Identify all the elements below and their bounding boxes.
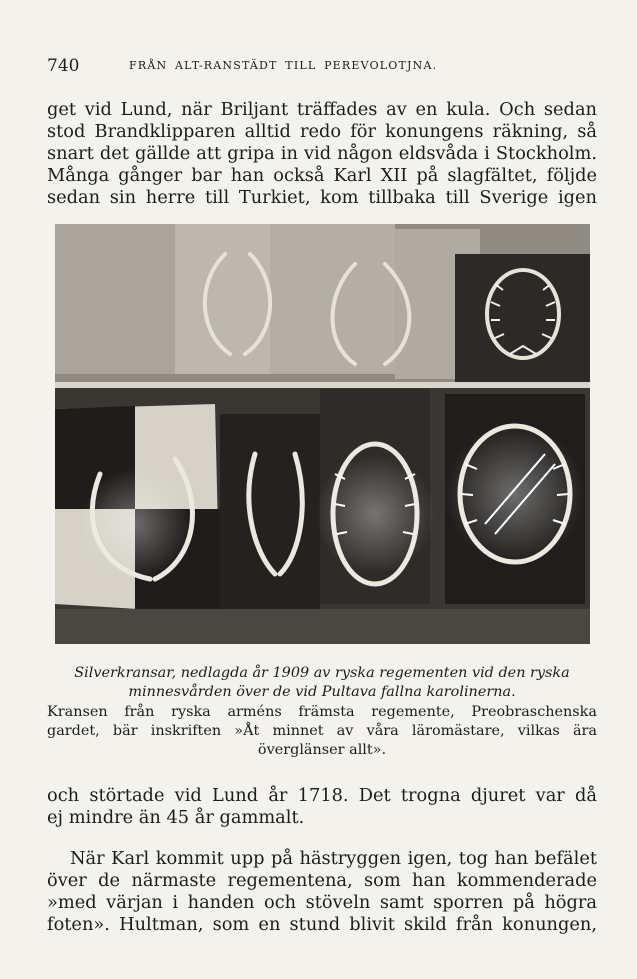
text-line: get vid Lund, när Briljant träffades av en kula. Och sedan [47,99,597,120]
page-header [47,56,597,78]
text-line: ej mindre än 45 år gammalt. [47,807,305,828]
text-line: »med värjan i handen och stöveln samt sporren på högra [47,892,597,913]
shelf-edge [55,382,590,388]
text-line: och störtade vid Lund år 1718. Det trogna djuret var då [47,785,597,806]
text-line: foten». Hultman, som en stund blivit skild från konungen, [47,914,597,935]
text-line: Många gånger bar han också Karl XII på slagfältet, följde [47,165,597,186]
upper-panel-left [55,224,175,374]
caption-line: Kransen från ryska arméns främsta regemente, Preobraschenska [47,704,597,720]
upper-dark-panel [455,254,590,384]
floor [55,609,590,644]
upper-panel [270,224,395,374]
caption-term: Silverkransar, [74,665,177,681]
running-title: FRÅN ALT-RANSTÄDT TILL PEREVOLOTJNA. [129,59,438,72]
wreath-photograph [55,224,590,644]
text-line: över de närmaste regementena, som han kommenderade [47,870,597,891]
text-line: När Karl kommit upp på hästryggen igen, tog han befälet [70,848,597,869]
text-line: snart det gällde att gripa in vid någon eldsvåda i Stockholm. [47,143,597,164]
caption-line: gardet, bär inskriften »Åt minnet av våra läromästare, vilkas ära [47,723,597,739]
caption-line: överglänser allt». [257,742,387,758]
caption-line: minnesvården över de vid Pultava fallna karolinerna. [128,684,516,700]
text-line: sedan sin herre till Turkiet, kom tillbaka till Sverige igen [47,187,597,208]
text-line: stod Brandklipparen alltid redo för konungens räkning, så [47,121,597,142]
lower-panel [220,414,320,609]
page-number: 740 [47,56,80,76]
caption-line: Silverkransar, nedlagda år 1909 av ryska regementen vid den ryska [74,665,570,681]
